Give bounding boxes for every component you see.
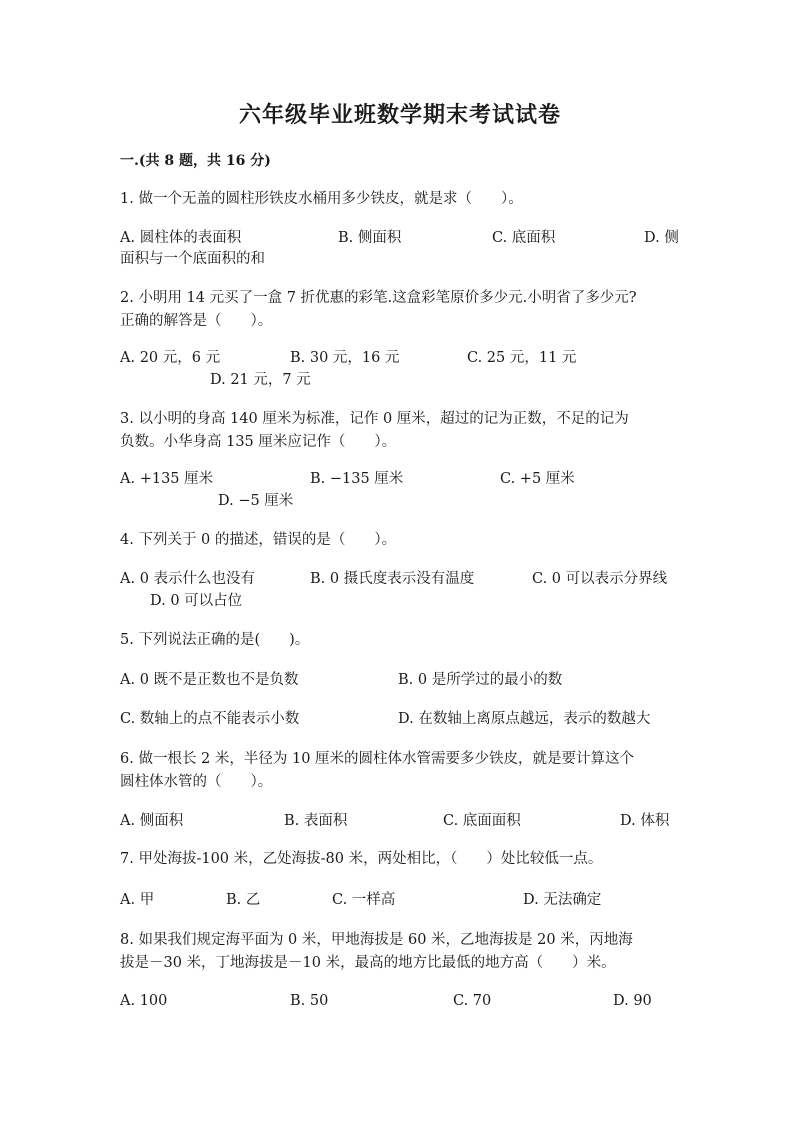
- question-4: [120, 529, 690, 552]
- page-title: 六年级毕业班数学期末考试试卷: [238, 102, 561, 128]
- option-b: B. 表面积: [284, 813, 348, 829]
- option-a: A. 20 元，6 元: [120, 350, 221, 366]
- question-3: [120, 408, 690, 454]
- option-a: A. 侧面积: [120, 813, 184, 829]
- option-d: D. 在数轴上离原点越远，表示的数越大: [398, 711, 651, 727]
- option-d: D. 侧: [644, 230, 679, 246]
- option-b: B. 30 元，16 元: [290, 350, 400, 366]
- option-c: C. 数轴上的点不能表示小数: [120, 711, 300, 727]
- option-a: A. 0 表示什么也没有: [120, 571, 256, 587]
- option-d: D. 体积: [620, 813, 670, 829]
- option-b: B. 侧面积: [338, 230, 402, 246]
- option-c: C. 底面面积: [443, 813, 521, 829]
- option-c: C. +5 厘米: [500, 471, 575, 487]
- question-8: [120, 929, 690, 975]
- option-a: A. +135 厘米: [120, 471, 214, 487]
- question-stem-line: 圆柱体水管的（ ）。: [120, 774, 273, 790]
- option-b: B. 0 摄氏度表示没有温度: [310, 571, 475, 587]
- option-c: C. 底面积: [492, 230, 556, 246]
- question-stem-line: 6. 做一根长 2 米，半径为 10 厘米的圆柱体水管需要多少铁皮，就是要计算这个: [120, 751, 635, 767]
- option-b: B. −135 厘米: [310, 471, 404, 487]
- option-b: B. 0 是所学过的最小的数: [398, 672, 563, 688]
- option-c: C. 25 元，11 元: [467, 350, 577, 366]
- option-d: D. 无法确定: [523, 892, 602, 908]
- option-d-continued: 面积与一个底面积的和: [120, 251, 265, 267]
- option-d: D. −5 厘米: [218, 493, 294, 509]
- question-stem-line: 4. 下列关于 0 的描述，错误的是（ ）。: [120, 532, 397, 548]
- question-5: [120, 629, 690, 652]
- option-b: B. 50: [290, 993, 329, 1009]
- section-heading: 一.(共 8 题，共 16 分): [120, 153, 271, 169]
- option-a: A. 100: [120, 993, 168, 1009]
- question-7: [120, 848, 690, 871]
- option-a: A. 圆柱体的表面积: [120, 230, 242, 246]
- option-b: B. 乙: [226, 892, 261, 908]
- question-1: [120, 188, 690, 211]
- question-stem-line: 负数。小华身高 135 厘米应记作（ ）。: [120, 434, 397, 450]
- option-c: C. 一样高: [332, 892, 396, 908]
- question-stem-line: 5. 下列说法正确的是( )。: [120, 632, 310, 648]
- option-a: A. 0 既不是正数也不是负数: [120, 672, 299, 688]
- question-6: [120, 748, 690, 794]
- question-stem-line: 7. 甲处海拔-100 米，乙处海拔-80 米，两处相比，（ ）处比较低一点。: [120, 851, 603, 867]
- question-stem-line: 1. 做一个无盖的圆柱形铁皮水桶用多少铁皮，就是求（ ）。: [120, 191, 523, 207]
- option-d: D. 90: [613, 993, 652, 1009]
- question-stem-line: 2. 小明用 14 元买了一盒 7 折优惠的彩笔.这盒彩笔原价多少元.小明省了多少元?: [120, 290, 637, 306]
- option-c: C. 0 可以表示分界线: [532, 571, 668, 587]
- question-2: [120, 287, 690, 333]
- option-c: C. 70: [453, 993, 492, 1009]
- option-a: A. 甲: [120, 892, 155, 908]
- option-d: D. 21 元，7 元: [210, 372, 311, 388]
- question-stem-line: 拔是－30 米，丁地海拔是－10 米，最高的地方比最低的地方高（ ）米。: [120, 955, 616, 971]
- question-stem-line: 正确的解答是（ ）。: [120, 313, 273, 329]
- question-stem-line: 8. 如果我们规定海平面为 0 米，甲地海拔是 60 米，乙地海拔是 20 米，丙地海: [120, 932, 633, 948]
- option-d: D. 0 可以占位: [150, 593, 243, 609]
- question-stem-line: 3. 以小明的身高 140 厘米为标准，记作 0 厘米，超过的记为正数，不足的记为: [120, 411, 629, 427]
